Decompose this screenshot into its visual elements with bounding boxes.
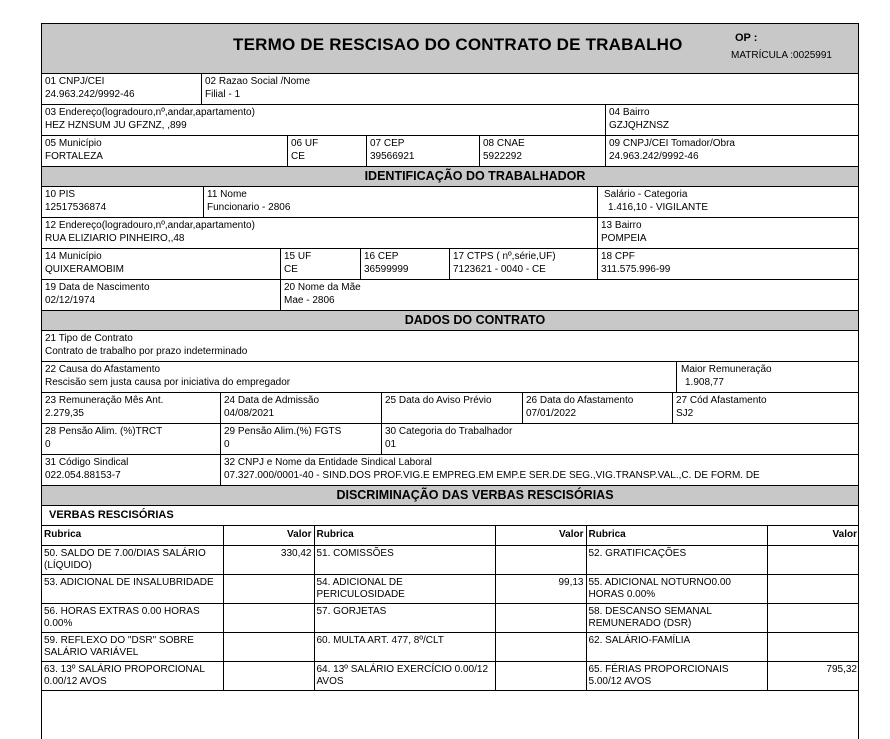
afastamento-cell: 26 Data do Afastamento 07/01/2022 (522, 393, 672, 423)
rubrica-cell: 51. COMISSÕES (314, 546, 495, 575)
rubrica-cell: 55. ADICIONAL NOTURNO0.00 HORAS 0.00% (586, 575, 767, 604)
valor-cell (223, 633, 314, 662)
verbas-header-row (42, 526, 859, 546)
mae-cell: 20 Nome da Mãe Mae - 2806 (280, 280, 858, 310)
valor-cell (223, 604, 314, 633)
cep-cell: 07 CEP 39566921 (366, 136, 479, 166)
col-valor-1: Valor (223, 526, 314, 546)
empresa-row-1 (42, 74, 858, 105)
nascimento-cell: 19 Data de Nascimento 02/12/1974 (45, 282, 150, 306)
trab-municipio-cell: 14 Município QUIXERAMOBIM (45, 251, 124, 275)
valor-cell (495, 633, 586, 662)
categoria-cell: 30 Categoria do Trabalhador 01 (381, 424, 858, 454)
salario-cell: Salário - Categoria 1.416,10 - VIGILANTE (597, 187, 858, 217)
valor-cell (495, 662, 586, 691)
col-valor-3: Valor (767, 526, 859, 546)
empresa-row-2 (42, 105, 858, 136)
col-rubrica-3: Rubrica (586, 526, 767, 546)
trab-cep-cell: 16 CEP 36599999 (360, 249, 449, 279)
col-rubrica-2: Rubrica (314, 526, 495, 546)
valor-cell (767, 575, 859, 604)
nome-cell: 11 Nome Funcionario - 2806 (203, 187, 597, 217)
trabalhador-row-1 (42, 187, 858, 218)
tomador-cell: 09 CNPJ/CEI Tomador/Obra 24.963.242/9992-46 (605, 136, 858, 166)
rubrica-cell: 54. ADICIONAL DE PERICULOSIDADE (314, 575, 495, 604)
contrato-row-5 (42, 455, 858, 486)
rubrica-cell: 58. DESCANSO SEMANAL REMUNERADO (DSR) (586, 604, 767, 633)
trabalhador-row-3 (42, 249, 858, 280)
table-row (42, 633, 859, 662)
rubrica-cell: 64. 13º SALÁRIO EXERCÍCIO 0.00/12 AVOS (314, 662, 495, 691)
pensao-trct-cell: 28 Pensão Alim. (%)TRCT 0 (45, 426, 163, 450)
remuneracao-cell: 23 Remuneração Mês Ant. 2.279,35 (45, 395, 164, 419)
rubrica-cell: 62. SALÁRIO-FAMÍLIA (586, 633, 767, 662)
valor-cell (495, 604, 586, 633)
rubrica-cell: 56. HORAS EXTRAS 0.00 HORAS 0.00% (42, 604, 223, 633)
valor-cell (223, 662, 314, 691)
rubrica-cell: 50. SALDO DE 7.00/DIAS SALÁRIO (LÍQUIDO) (42, 546, 223, 575)
valor-cell: 330,42 (223, 546, 314, 575)
verbas-table (42, 526, 859, 691)
razao-cell: 02 Razao Social /Nome Filial - 1 (201, 74, 858, 104)
rubrica-cell: 52. GRATIFICAÇÕES (586, 546, 767, 575)
admissao-cell: 24 Data de Admissão 04/08/2021 (220, 393, 381, 423)
trabalhador-row-4 (42, 280, 858, 311)
cod-afastamento-cell: 27 Cód Afastamento SJ2 (672, 393, 858, 423)
trabalhador-row-2 (42, 218, 858, 249)
matricula: MATRÍCULA :0025991 (731, 50, 832, 61)
contrato-row-2 (42, 362, 858, 393)
rubrica-cell: 57. GORJETAS (314, 604, 495, 633)
table-row (42, 575, 859, 604)
cnae-cell: 08 CNAE 5922292 (479, 136, 605, 166)
op-label: OP : (735, 32, 758, 44)
section-verbas: DISCRIMINAÇÃO DAS VERBAS RESCISÓRIAS (42, 486, 858, 506)
trab-endereco-cell: 12 Endereço(logradouro,nº,andar,apartamento) RUA ELIZIARIO PINHEIRO,,48 (45, 220, 255, 244)
codigo-sindical-cell: 31 Código Sindical 022.054.88153-7 (45, 457, 129, 481)
cpf-cell: 18 CPF 311.575.996-99 (597, 249, 858, 279)
causa-cell: 22 Causa do Afastamento Rescisão sem justa causa por iniciativa do empregador (45, 364, 291, 388)
table-row (42, 546, 859, 575)
col-rubrica-1: Rubrica (42, 526, 223, 546)
valor-cell (767, 546, 859, 575)
table-row (42, 662, 859, 691)
valor-cell (767, 633, 859, 662)
contrato-row-4 (42, 424, 858, 455)
valor-cell (767, 604, 859, 633)
endereco-cell: 03 Endereço(logradouro,nº,andar,apartamento) HEZ HZNSUM JU GFZNZ, ,899 (45, 107, 255, 131)
bairro-cell: 04 Bairro GZJQHZNSZ (605, 105, 858, 135)
rubrica-cell: 63. 13º SALÁRIO PROPORCIONAL 0.00/12 AVOS (42, 662, 223, 691)
section-contrato: DADOS DO CONTRATO (42, 311, 858, 331)
cnpj-cell: 01 CNPJ/CEI 24.963.242/9992-46 (45, 76, 135, 100)
trab-uf-cell: 15 UF CE (280, 249, 360, 279)
pensao-fgts-cell: 29 Pensão Alim.(%) FGTS 0 (220, 424, 381, 454)
valor-cell: 99,13 (495, 575, 586, 604)
contrato-row-3 (42, 393, 858, 424)
pis-cell: 10 PIS 12517536874 (45, 189, 107, 213)
table-row (42, 604, 859, 633)
municipio-cell: 05 Município FORTALEZA (45, 138, 103, 162)
tipo-contrato-cell: 21 Tipo de Contrato Contrato de trabalho por prazo indeterminado (45, 333, 248, 357)
contrato-row-1 (42, 331, 858, 362)
valor-cell: 795,32 (767, 662, 859, 691)
aviso-cell: 25 Data do Aviso Prévio (381, 393, 522, 423)
document-title: TERMO DE RESCISAO DO CONTRATO DE TRABALHO (233, 35, 683, 54)
document-header (42, 24, 858, 74)
rubrica-cell: 53. ADICIONAL DE INSALUBRIDADE (42, 575, 223, 604)
valor-cell (223, 575, 314, 604)
ctps-cell: 17 CTPS ( nº,série,UF) 7123621 - 0040 - CE (449, 249, 597, 279)
maior-remuneracao-cell: Maior Remuneração 1.908,77 (676, 362, 858, 392)
valor-cell (495, 546, 586, 575)
rubrica-cell: 59. REFLEXO DO "DSR" SOBRE SALÁRIO VARIÁVEL (42, 633, 223, 662)
verbas-subtitle: VERBAS RESCISÓRIAS (42, 506, 858, 526)
rubrica-cell: 60. MULTA ART. 477, 8º/CLT (314, 633, 495, 662)
col-valor-2: Valor (495, 526, 586, 546)
section-identificacao: IDENTIFICAÇÃO DO TRABALHADOR (42, 167, 858, 187)
entidade-sindical-cell: 32 CNPJ e Nome da Entidade Sindical Laboral 07.327.000/0001-40 - SIND.DOS PROF.VIG.E EMPREG.EM EMP.E SER.DE SEG.,VIG.TRANSP.VAL.,C. DE FORM. DE (220, 455, 858, 485)
empresa-row-3 (42, 136, 858, 167)
trct-document (41, 23, 859, 739)
uf-cell: 06 UF CE (287, 136, 366, 166)
trab-bairro-cell: 13 Bairro POMPEIA (597, 218, 858, 248)
rubrica-cell: 65. FÉRIAS PROPORCIONAIS 5.00/12 AVOS (586, 662, 767, 691)
